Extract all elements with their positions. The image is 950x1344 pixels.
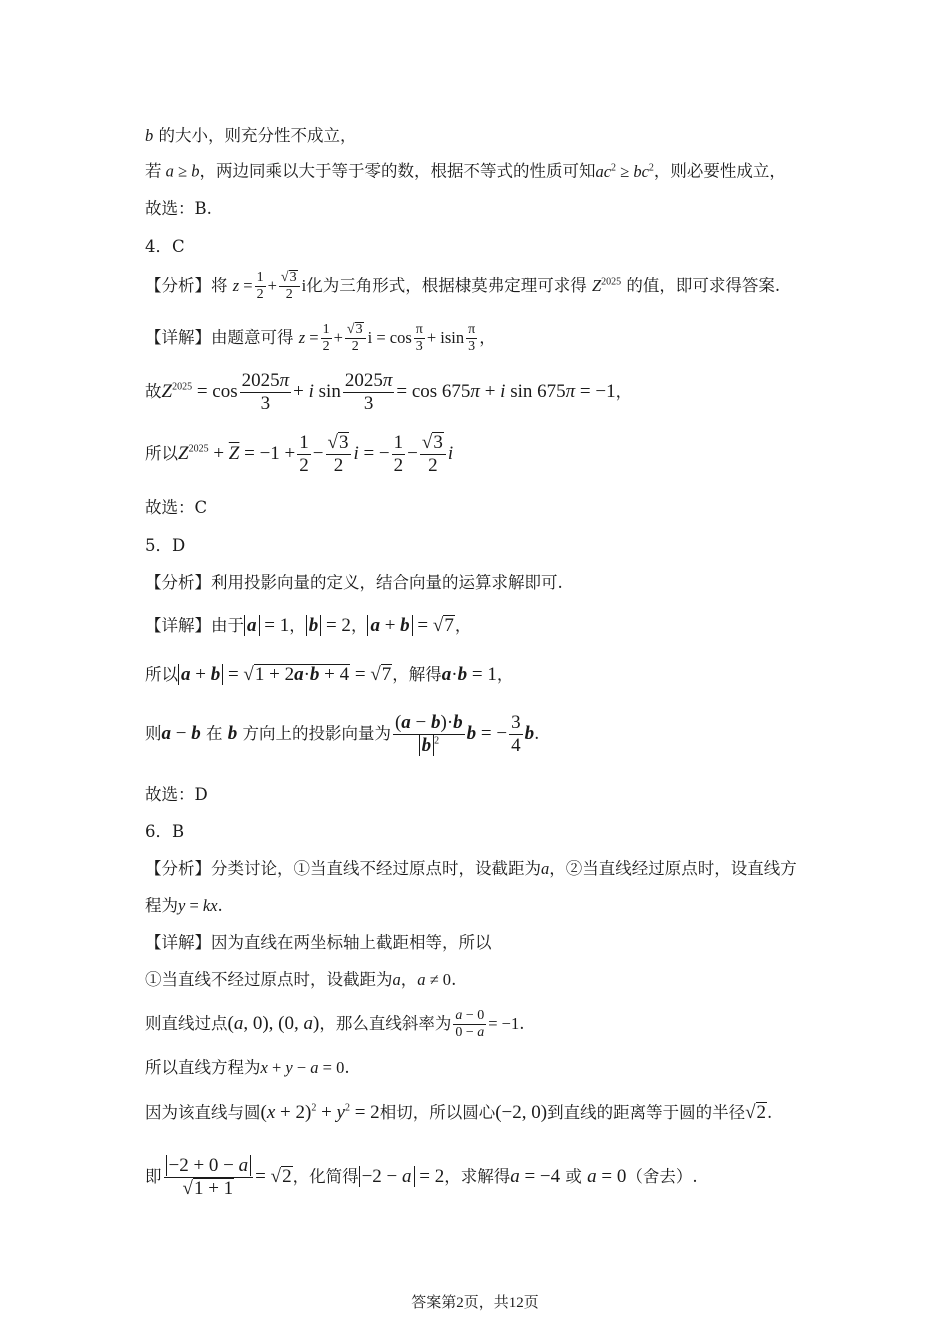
analysis-line: 【分析】将 z = $\frac{1}{2}$ + $\frac{√3}{2}$ i化为三角形式，根据棣莫弗定理可求得 $Z^{2025}$ 的值，即可求得答案. — [145, 270, 781, 303]
formula-line: 则a − b 在 b 方向上的投影向量为 $\frac{(a - b)\cdot b}{b ^2}$ b = − $\frac{3}{4}$ b. — [145, 712, 540, 756]
analysis-line: 程为y = kx. — [145, 896, 223, 915]
question-number: 4．C — [145, 237, 185, 256]
answer-line: 故选：C — [145, 498, 208, 517]
detail-line: 【详解】由题意可得 z = $\frac{1}{2}$ + $\frac{√3}{2}$ i = cos $\frac{\pi}{3}$ + isin $\frac{\pi}{3}$ ， — [145, 322, 496, 355]
formula-line: 则直线过点(a, 0), (0, a)，那么直线斜率为 $\frac{a - 0}{0 - a}$ = −1. — [145, 1008, 525, 1041]
analysis-line: 【分析】分类讨论，①当直线不经过原点时，设截距为a，②当直线经过原点时，设直线方 — [145, 859, 797, 878]
formula-line: 故$Z^{2025} = \cos$ $\frac{2025\pi}{3}$ + i sin $\frac{2025\pi}{3}$ = cos 675π + i sin 675π = −1， — [145, 370, 633, 414]
formula-line: 因为该直线与圆$(x + 2)^2 + y^2 = 2$相切，所以圆心(−2, 0)到直线的距离等于圆的半径√2. — [145, 1102, 773, 1123]
text-line: 所以直线方程为x + y − a = 0. — [145, 1058, 350, 1077]
question-number: 5．D — [145, 536, 186, 555]
question-number: 6．B — [145, 822, 185, 841]
formula-line: 即 $\frac{-2 + 0 - a}{√1 + 1}$ = √2，化简得 −2 − a = 2，求解得a = −4 或 a = 0（舍去）. — [145, 1155, 698, 1199]
detail-line: 【详解】因为直线在两坐标轴上截距相等，所以 — [145, 933, 492, 952]
detail-line: 【详解】由于 a = 1， b = 2， a + b = √7， — [145, 615, 472, 636]
text-line: ①当直线不经过原点时，设截距为a，a ≠ 0. — [145, 970, 457, 989]
answer-line: 故选：D — [145, 785, 208, 804]
text-line: b 的大小，则充分性不成立， — [145, 126, 357, 145]
text-line: 若 a ≥ b，两边同乘以大于等于零的数，根据不等式的性质可知$ac^2 \ge bc^2$，则必要性成立， — [145, 161, 786, 181]
answer-line: 故选：B. — [145, 199, 212, 218]
formula-line: 所以 a + b = √1 + 2a·b + 4 = √7，解得a·b = 1， — [145, 664, 514, 685]
analysis-line: 【分析】利用投影向量的定义，结合向量的运算求解即可. — [145, 573, 563, 592]
page-footer: 答案第2页，共12页 — [411, 1293, 539, 1311]
formula-line: 所以$Z^{2025} + \overline{Z} = -1$ + $\frac{1}{2}$ − $\frac{√3}{2}$ i = − $\frac{1}{2}$ − $\frac{√3}{2}$ i — [145, 432, 454, 476]
